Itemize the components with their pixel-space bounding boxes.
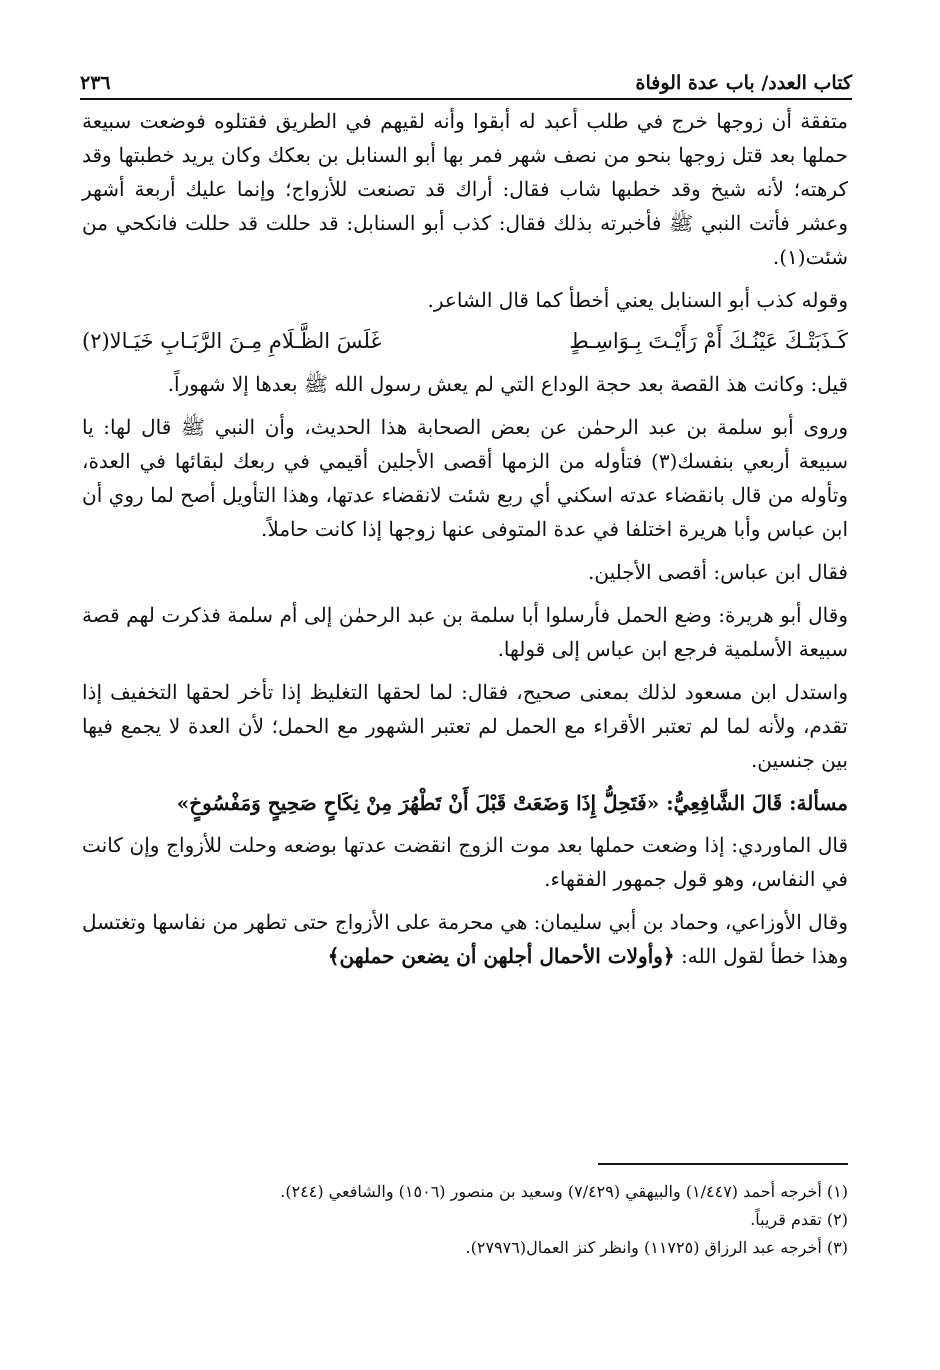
page-header xyxy=(80,66,852,100)
paragraph-1: متفقة أن زوجها خرج في طلب أعبد له أبقوا وأنه لقيهم في الطريق فقتلوه فوضعت سبيعة حملها بعد قتل زوجها بنحو من نصف شهر فمر بها أبو السنابل بن بعكك وكان يريد خطبتها وقد كرهته؛ لأنه شيخ وقد خطبها شاب فقال: أراك قد تصنعت للأزواج؛ وإنما عليك أربعة أشهر وعشر فأتت النبي ﷺ فأخبرته بذلك فقال: كذب أبو السنابل: قد حللت قد حللت فانكحي من شئت(١). xyxy=(82,109,848,269)
paragraph-5: فقال ابن عباس: أقصى الأجلين. xyxy=(588,560,848,584)
poetry-verse xyxy=(82,323,848,359)
page-number: ٢٣٦ xyxy=(80,72,111,94)
footnote-3: (٣) أخرجه عبد الرزاق (١١٧٢٥) وانظر كنز العمال(٢٧٩٧٦). xyxy=(465,1238,848,1257)
running-title: كتاب العدد/ باب عدة الوفاة xyxy=(635,72,852,94)
footnote-1: (١) أخرجه أحمد (١/٤٤٧) والبيهقي (٧/٤٢٩) وسعيد بن منصور (١٥٠٦) والشافعي (٢٤٤). xyxy=(280,1182,848,1201)
footnotes xyxy=(82,1178,848,1262)
paragraph-2: وقوله كذب أبو السنابل يعني أخطأ كما قال الشاعر. xyxy=(427,288,848,312)
paragraph-8: قال الماوردي: إذا وضعت حملها بعد موت الزوج انقضت عدتها بوضعه وحلت للأزواج وإن كانت في النفاس، وهو قول جمهور الفقهاء. xyxy=(82,833,848,891)
issue-label: مسألة: قَالَ الشَّافِعِيُّ: xyxy=(666,791,848,815)
paragraph-3: قيل: وكانت هذ القصة بعد حجة الوداع التي لم يعش رسول الله ﷺ بعدها إلا شهوراً. xyxy=(167,372,848,396)
paragraph-9 xyxy=(82,905,848,973)
footnote-2: (٢) تقدم قريباً. xyxy=(750,1210,848,1229)
paragraph-7: واستدل ابن مسعود لذلك بمعنى صحيح، فقال: لما لحقها التغليظ إذا تأخر لحقها التخفيف إذا تقدم، ولأنه لما لم تعتبر الأقراء مع الحمل لم تعتبر الشهور مع الحمل؛ لأن العدة لا يجمع فيها بين جنسين. xyxy=(82,680,848,772)
header-rule xyxy=(80,98,852,100)
issue-heading xyxy=(82,786,848,820)
footnote-rule xyxy=(598,1163,848,1165)
paragraph-6: وقال أبو هريرة: وضع الحمل فأرسلوا أبا سلمة بن عبد الرحمٰن إلى أم سلمة فذكرت لهم قصة سبيعة الأسلمية فرجع ابن عباس إلى قولها. xyxy=(82,603,848,661)
verse-first-hemistich: كَـذَبَتْـكَ عَيْنُـكَ أَمْ رَأَيْـتَ بِـوَاسِـطٍ xyxy=(569,329,848,353)
issue-quote: «فَتَحِلُّ إِذَا وَضَعَتْ قَبْلَ أَنْ تَطْهُرَ مِنْ نِكَاحٍ صَحِيحٍ وَمَفْسُوخٍ» xyxy=(176,791,660,815)
paragraph-9-text: وقال الأوزاعي، وحماد بن أبي سليمان: هي محرمة على الأزواج حتى تطهر من نفاسها وتغتسل وهذا خطأ لقول الله: xyxy=(82,910,848,968)
quran-verse: ﴿وأولات الأحمال أجلهن أن يضعن حملهن﴾ xyxy=(327,944,675,968)
verse-second-hemistich: غَلَسَ الظَّـلَامِ مِـنَ الرَّبَـابِ خَيَـالا(٢) xyxy=(82,329,382,353)
paragraph-4: وروى أبو سلمة بن عبد الرحمٰن عن بعض الصحابة هذا الحديث، وأن النبي ﷺ قال لها: يا سبيعة أربعي بنفسك(٣) فتأوله من الزمها أقصى الأجلين أقيمي في ربعك لبقائها في العدة، وتأوله من قال بانقضاء عدته اسكني أي ربع شئت لانقضاء عدتها، وهذا التأويل أصح لما روي أن ابن عباس وأبا هريرة اختلفا في عدة المتوفى عنها زوجها إذا كانت حاملاً. xyxy=(82,415,848,541)
main-text xyxy=(82,104,848,982)
